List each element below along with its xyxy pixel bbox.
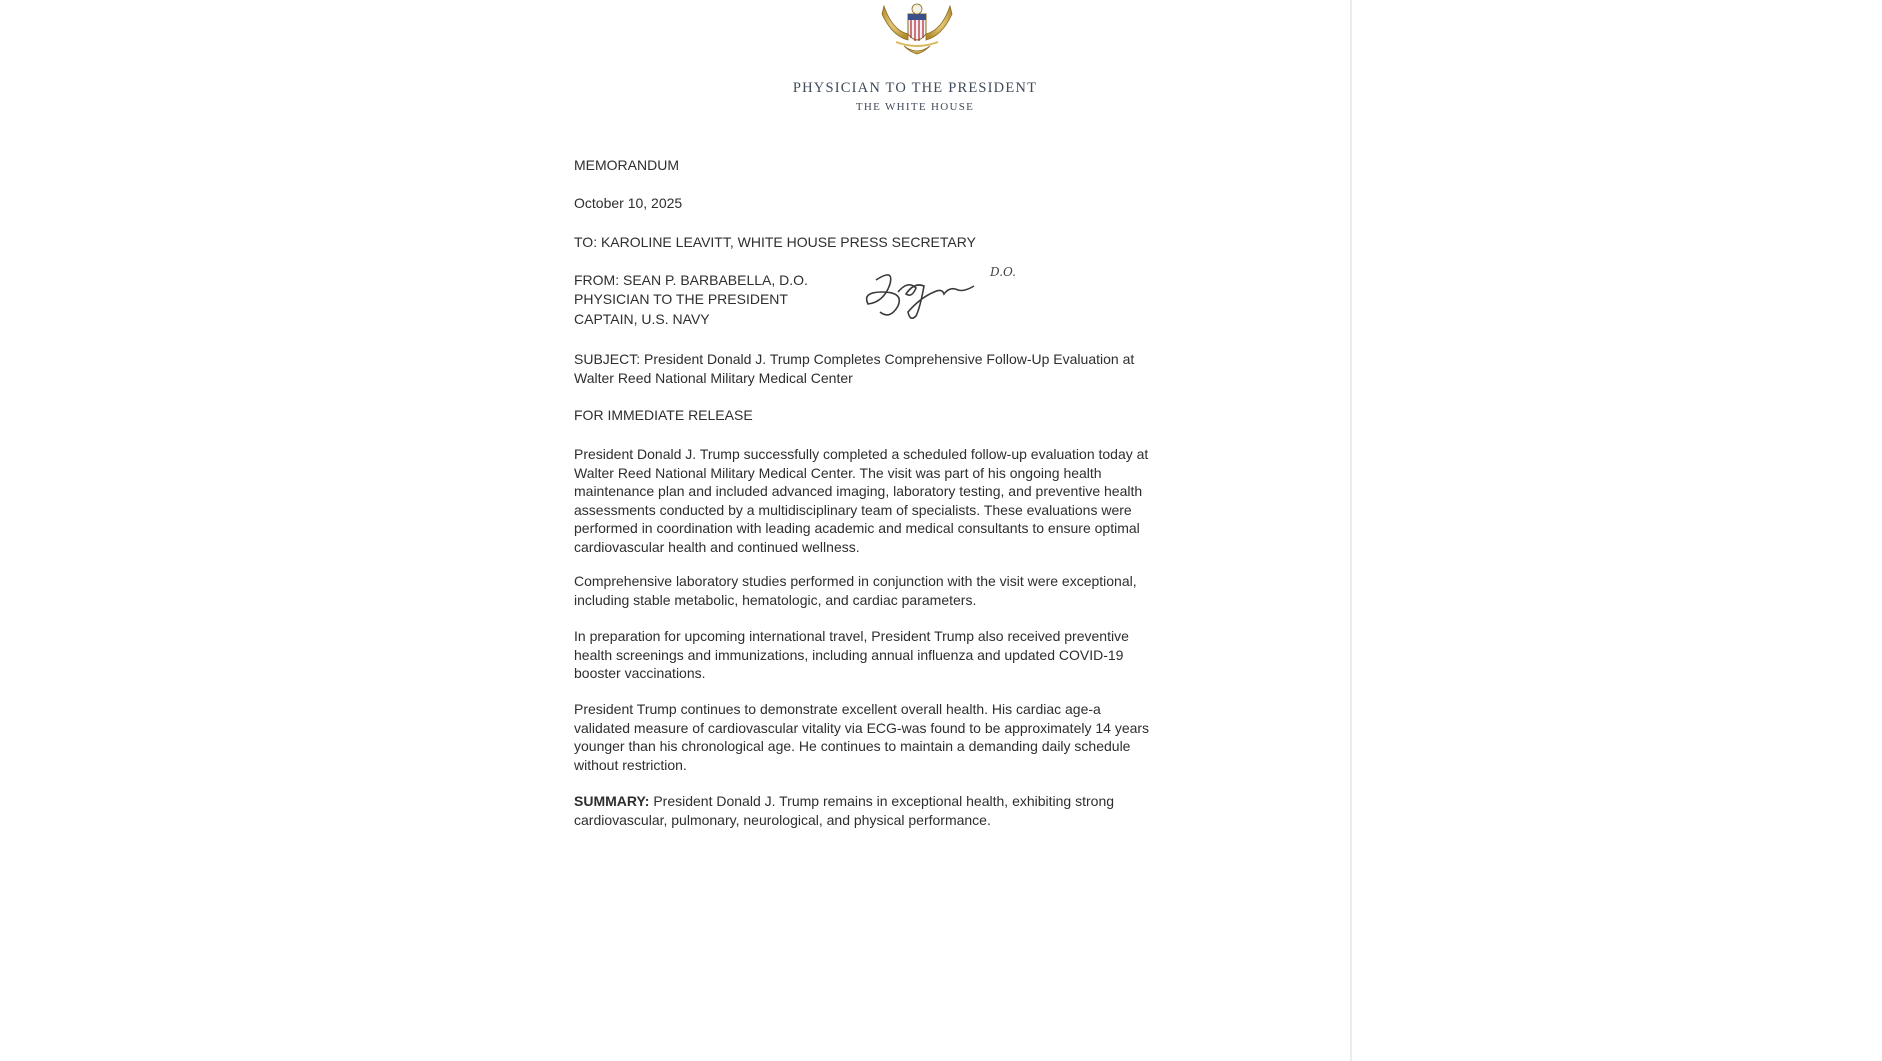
letterhead-title: PHYSICIAN TO THE PRESIDENT — [792, 80, 1038, 96]
memo-from-title: PHYSICIAN TO THE PRESIDENT — [574, 291, 788, 307]
letterhead-subtitle: THE WHITE HOUSE — [855, 101, 975, 113]
signature-suffix: D.O. — [990, 265, 1016, 279]
memo-summary — [574, 792, 1234, 829]
memo-release: FOR IMMEDIATE RELEASE — [574, 407, 753, 423]
memo-date: October 10, 2025 — [574, 195, 683, 211]
summary-label: SUMMARY: — [574, 793, 650, 809]
memo-to: TO: KAROLINE LEAVITT, WHITE HOUSE PRESS SECRETARY — [574, 234, 976, 250]
memo-paragraph-2: Comprehensive laboratory studies performed in conjunction with the visit were exceptional, including stable metabolic, hematologic, and cardiac parameters. — [574, 573, 1137, 608]
summary-line-2: cardiovascular, pulmonary, neurological, and physical performance. — [574, 811, 991, 828]
presidential-seal-icon — [878, 0, 956, 58]
memo-paragraph-3: In preparation for upcoming international travel, President Trump also received preventive health screenings and immunizations, including annual influenza and updated COVID-19 booster vaccinations. — [574, 628, 1129, 681]
summary-line-1: President Donald J. Trump remains in exceptional health, exhibiting strong — [649, 793, 1115, 809]
memo-heading: MEMORANDUM — [574, 157, 679, 173]
memo-from-name: FROM: SEAN P. BARBABELLA, D.O. — [574, 272, 808, 288]
memo-paragraph-1: President Donald J. Trump successfully completed a scheduled follow-up evaluation today at Walter Reed National Military Medical Center. The visit was part of his ongoing health maintenance plan and included advanced imaging, laboratory testing, and preventive health assessments conducted by a multidisciplinary team of specialists. These evaluations were performed in coordination with leading academic and medical consultants to ensure optimal cardiovascular health and continued wellness. — [574, 446, 1149, 555]
memo-from-rank: CAPTAIN, U.S. NAVY — [574, 311, 710, 327]
memo-subject: SUBJECT: President Donald J. Trump Completes Comprehensive Follow-Up Evaluation at Walter Reed National Military Medical Center — [574, 351, 1135, 386]
blank-side-area — [1352, 0, 1882, 1061]
memo-paragraph-4: President Trump continues to demonstrate excellent overall health. His cardiac age-a validated measure of cardiovascular vitality via ECG-was found to be approximately 14 years younger than his chronological age. He continues to maintain a demanding daily schedule without restriction. — [574, 701, 1150, 773]
